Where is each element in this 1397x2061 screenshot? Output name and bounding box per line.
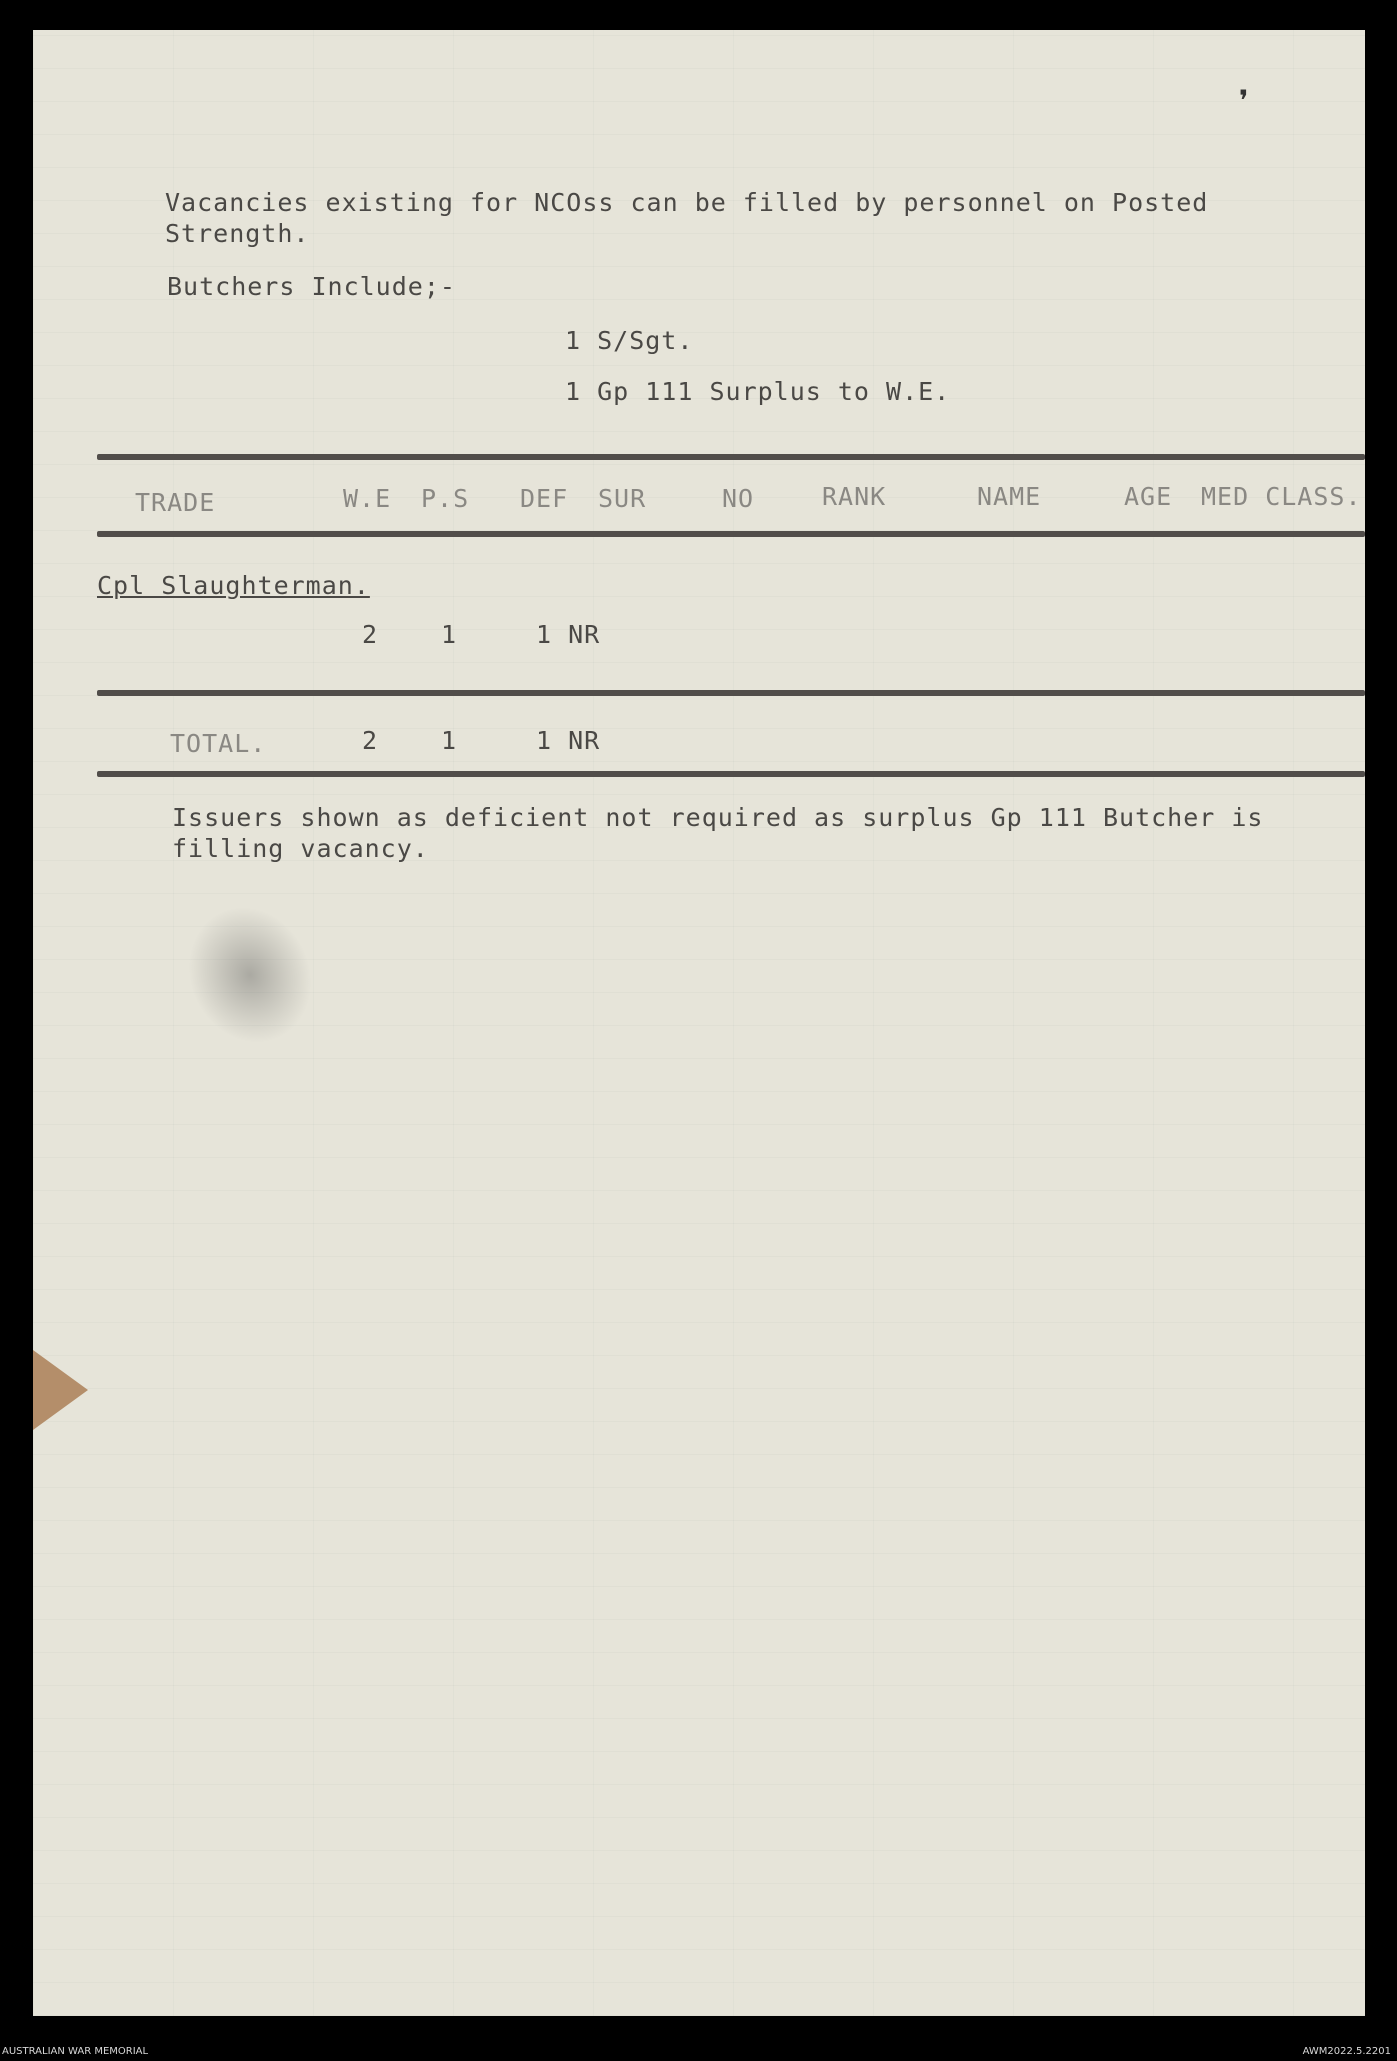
row-we: 2 [362,620,379,649]
header-we: W.E [343,484,392,513]
header-trade: TRADE [135,488,216,517]
note-line-1: Issuers shown as deficient not required as surplus Gp 111 Butcher is [172,803,1264,832]
header-sur: SUR [598,484,647,513]
total-label: TOTAL. [170,729,267,758]
pin-hole-mark: ❜ [1232,82,1255,126]
torn-corner [33,1350,88,1430]
note-line-2: filling vacancy. [172,834,429,863]
header-med-class: MED CLASS. [1201,482,1362,511]
header-ps: P.S [421,484,470,513]
include-item-1: 1 S/Sgt. [565,326,694,355]
row-def: 1 NR [536,620,601,649]
header-rank: RANK [822,482,887,511]
total-top-rule [97,690,1365,696]
table-top-rule [97,454,1365,460]
vacancies-line-2: Strength. [165,219,310,248]
header-def: DEF [520,484,569,513]
total-def: 1 NR [536,726,601,755]
row-ps: 1 [441,620,458,649]
include-item-2: 1 Gp 111 Surplus to W.E. [565,377,951,406]
butchers-include: Butchers Include;- [167,272,456,301]
total-we: 2 [362,726,379,755]
trade-name: Cpl Slaughterman. [97,571,370,600]
footer-source: AUSTRALIAN WAR MEMORIAL [2,2046,149,2057]
header-name: NAME [977,482,1042,511]
header-no: NO [722,484,755,513]
total-ps: 1 [441,726,458,755]
footer-reference: AWM2022.5.2201 [1302,2046,1391,2057]
vacancies-line-1: Vacancies existing for NCOss can be filled by personnel on Posted [165,188,1209,217]
total-bottom-rule [97,771,1365,777]
header-age: AGE [1124,482,1173,511]
header-bottom-rule [97,531,1365,537]
